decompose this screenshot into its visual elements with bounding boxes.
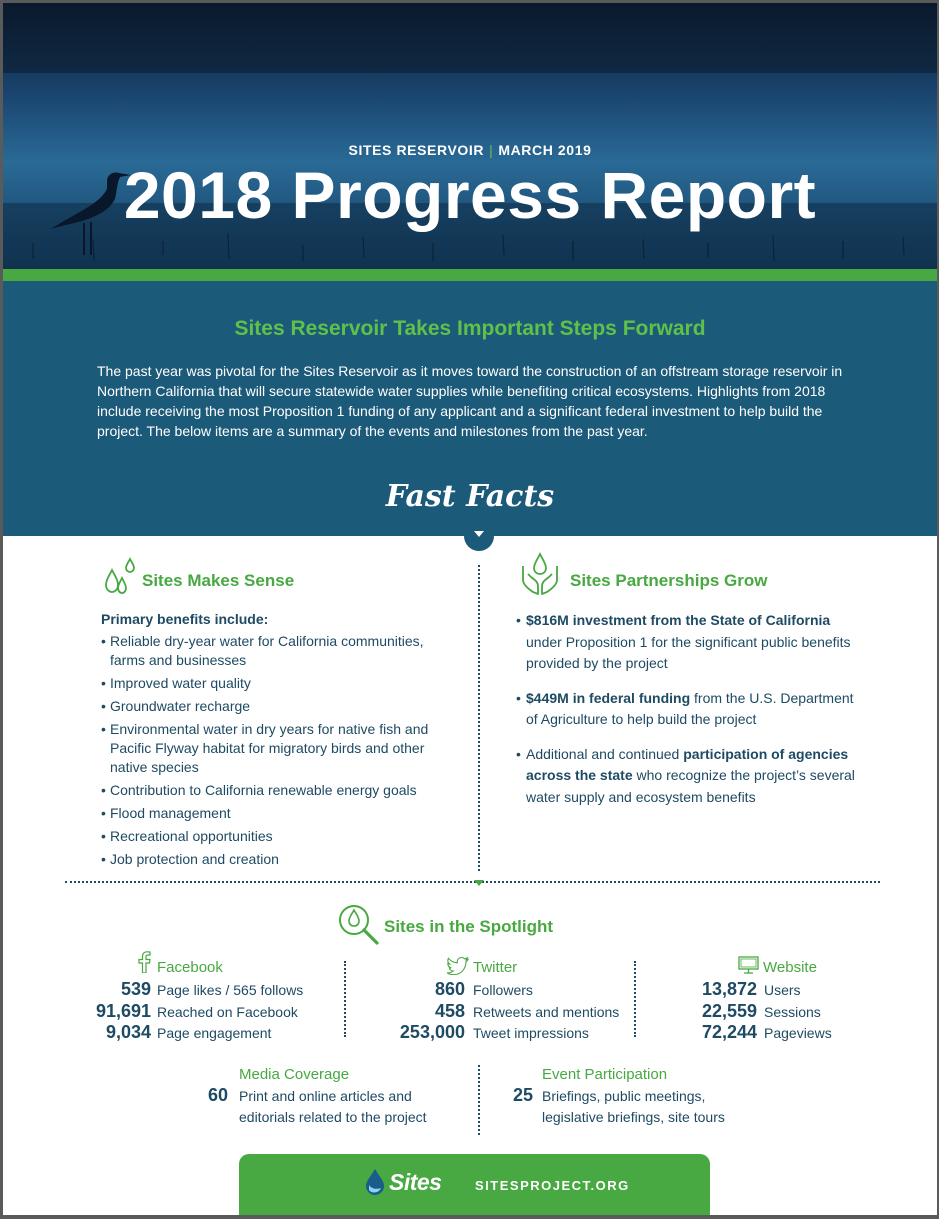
magnifier-drop-icon bbox=[337, 903, 381, 947]
sites-logo-text: Sites bbox=[389, 1169, 442, 1195]
stat-number: 22,559 bbox=[701, 1001, 757, 1021]
facebook-icon bbox=[137, 951, 151, 973]
column-divider bbox=[478, 565, 480, 871]
website-stat bbox=[663, 1022, 757, 1043]
stat-number: 539 bbox=[120, 979, 151, 999]
twitter-icon bbox=[447, 957, 469, 975]
media-coverage-line: Print and online articles and bbox=[239, 1088, 412, 1104]
list-item: • Contribution to California renewable energy goals bbox=[101, 781, 451, 800]
partner-item-bold: $449M in federal funding bbox=[526, 689, 691, 706]
report-title: 2018 Progress Report bbox=[123, 158, 817, 232]
stat-number: 253,000 bbox=[399, 1022, 465, 1042]
report-subtitle bbox=[3, 142, 937, 158]
stat-number: 458 bbox=[434, 1001, 465, 1021]
stat-number: 91,691 bbox=[95, 1001, 151, 1021]
primary-benefits-label: Primary benefits include: bbox=[101, 611, 269, 627]
facebook-stat bbox=[63, 979, 151, 1000]
partnerships-title: Sites Partnerships Grow bbox=[570, 571, 768, 590]
report-date: MARCH 2019 bbox=[498, 142, 592, 158]
stat-label: Tweet impressions bbox=[473, 1025, 589, 1041]
media-coverage-line: editorials related to the project bbox=[239, 1109, 427, 1125]
website-stat bbox=[663, 1001, 757, 1022]
stat-label: Pageviews bbox=[764, 1025, 832, 1041]
partner-item-rest: from the U.S. Department of Agriculture to help build the project bbox=[526, 689, 854, 727]
partner-item-bold: $816M investment from the State of California bbox=[526, 612, 831, 628]
list-item: • Reliable dry-year water for California communities, farms and businesses bbox=[101, 632, 451, 670]
stat-label: Retweets and mentions bbox=[473, 1004, 620, 1020]
section-notch bbox=[464, 521, 494, 551]
website-label: Website bbox=[763, 959, 817, 976]
fast-facts-heading: Fast Facts bbox=[385, 479, 555, 514]
intro-body: The past year was pivotal for the Sites Reservoir as it moves toward the construction of an offstream storage reservoir in Northern California that will secure statewide water supplies while benefiting critical ecosystems. Highlights from 2018 include receiving the most Proposition 1 funding of any applicant and a significant federal investment to help build the project. The below items are a summary of the events and milestones from the past year. bbox=[97, 363, 843, 439]
media-coverage-label: Media Coverage bbox=[239, 1066, 350, 1083]
partner-item-rest: under Proposition 1 for the significant public benefits provided by the project bbox=[526, 633, 851, 671]
hero-banner bbox=[3, 3, 937, 269]
event-participation-line: Briefings, public meetings, bbox=[542, 1088, 706, 1104]
facebook-stat bbox=[63, 1001, 151, 1022]
list-item bbox=[516, 744, 868, 809]
list-item: • Recreational opportunities bbox=[101, 827, 451, 846]
stats-divider bbox=[634, 961, 636, 1037]
list-item: • Environmental water in dry years for native fish and Pacific Flyway habitat for migratory birds and other native species bbox=[101, 720, 451, 777]
intro-title: Sites Reservoir Takes Important Steps Forward bbox=[234, 317, 706, 340]
chevron-down-icon bbox=[474, 531, 484, 537]
list-item: • Groundwater recharge bbox=[101, 697, 451, 716]
event-participation-label: Event Participation bbox=[542, 1066, 668, 1083]
media-divider bbox=[478, 1065, 480, 1135]
event-participation-text bbox=[542, 1086, 725, 1128]
stat-number: 13,872 bbox=[701, 979, 757, 999]
hands-drop-icon bbox=[519, 552, 561, 596]
sites-logo-icon bbox=[361, 1168, 389, 1196]
divider-arrow-icon bbox=[474, 880, 484, 886]
media-coverage-text bbox=[239, 1086, 427, 1128]
stat-label: Page likes / 565 follows bbox=[157, 982, 304, 998]
subtitle-separator: | bbox=[489, 142, 494, 158]
org-name: SITES RESERVOIR bbox=[348, 142, 485, 158]
media-coverage-number: 60 bbox=[208, 1085, 229, 1105]
benefits-list bbox=[101, 632, 451, 873]
stat-number: 9,034 bbox=[105, 1022, 151, 1042]
twitter-stat bbox=[363, 1001, 465, 1022]
section-divider bbox=[65, 881, 880, 883]
stat-label: Users bbox=[764, 982, 801, 998]
stat-label: Page engagement bbox=[157, 1025, 272, 1041]
green-divider-bar bbox=[3, 269, 937, 281]
facebook-stat bbox=[63, 1022, 151, 1043]
makes-sense-title: Sites Makes Sense bbox=[142, 571, 295, 590]
list-item: • Improved water quality bbox=[101, 674, 451, 693]
list-item bbox=[516, 688, 868, 731]
facebook-label: Facebook bbox=[157, 959, 223, 976]
report-page bbox=[3, 3, 937, 1215]
list-item bbox=[516, 610, 868, 675]
partner-item-rest: who recognize the project’s several water supply and ecosystem benefits bbox=[526, 767, 855, 805]
list-item: • Flood management bbox=[101, 804, 451, 823]
list-item: • Job protection and creation bbox=[101, 850, 451, 869]
website-link[interactable]: SITESPROJECT.ORG bbox=[475, 1178, 630, 1193]
stat-number: 72,244 bbox=[701, 1022, 757, 1042]
twitter-stat bbox=[363, 1022, 465, 1043]
partner-item-bold: participation of agencies across the state bbox=[526, 745, 849, 783]
monitor-icon bbox=[738, 956, 759, 974]
intro-band bbox=[3, 281, 937, 536]
spotlight-title: Sites in the Spotlight bbox=[384, 917, 554, 936]
stats-divider bbox=[344, 961, 346, 1037]
event-participation-line: legislative briefings, site tours bbox=[542, 1109, 725, 1125]
water-drops-icon bbox=[103, 556, 137, 596]
twitter-stat bbox=[363, 979, 465, 1000]
partnerships-list bbox=[516, 610, 868, 821]
partner-item-pre: Additional and continued bbox=[526, 745, 684, 762]
stat-label: Reached on Facebook bbox=[157, 1004, 298, 1020]
stat-label: Followers bbox=[473, 982, 533, 998]
website-stat bbox=[663, 979, 757, 1000]
stat-number: 860 bbox=[434, 979, 465, 999]
event-participation-number: 25 bbox=[513, 1085, 534, 1105]
twitter-label: Twitter bbox=[473, 959, 518, 976]
stat-label: Sessions bbox=[764, 1004, 821, 1020]
